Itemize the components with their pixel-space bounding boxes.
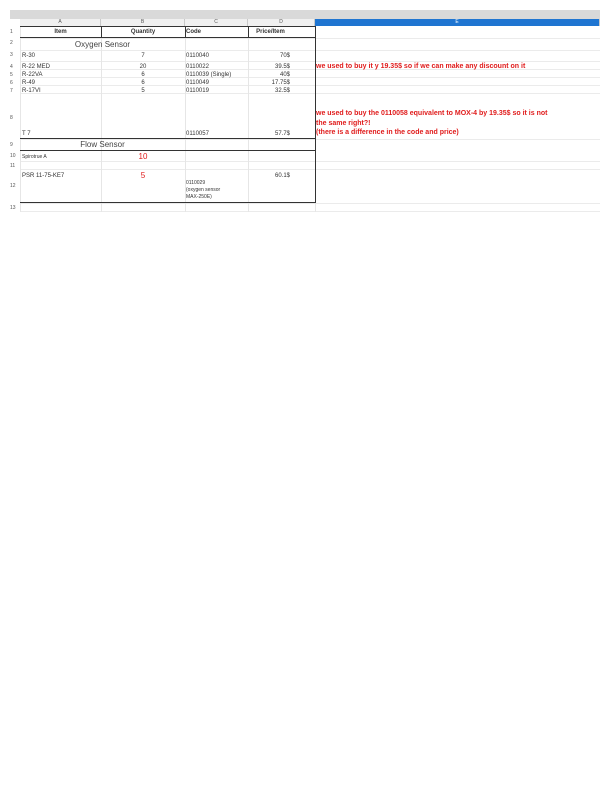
cell-item[interactable]: T 7 bbox=[22, 131, 31, 137]
header-code[interactable]: Code bbox=[186, 29, 201, 35]
cell-price[interactable]: 70$ bbox=[279, 53, 290, 59]
grid-line bbox=[20, 161, 600, 162]
cell-code[interactable]: 0110057 bbox=[186, 131, 209, 137]
cell-price[interactable]: 60.1$ bbox=[274, 173, 290, 179]
grid-line bbox=[248, 26, 249, 212]
row-header[interactable]: 3 bbox=[10, 52, 13, 58]
cell-item[interactable]: PSR 11-75-KE7 bbox=[22, 173, 65, 179]
row-header[interactable]: 4 bbox=[10, 64, 13, 70]
cell-price[interactable]: 32.5$ bbox=[274, 88, 290, 94]
table-border bbox=[20, 150, 315, 151]
cell-code[interactable]: 0110049 bbox=[186, 80, 209, 86]
comment-discount[interactable]: we used to buy it y 19.35$ so if we can make any discount on it bbox=[316, 63, 526, 70]
cell-item[interactable]: R-49 bbox=[22, 80, 36, 86]
row-header[interactable]: 2 bbox=[10, 40, 13, 46]
column-header-d[interactable]: D bbox=[248, 19, 315, 26]
cell-item[interactable]: R-30 bbox=[22, 53, 36, 59]
table-border bbox=[20, 26, 315, 27]
cell-price[interactable]: 57.7$ bbox=[274, 131, 290, 137]
cell-quantity[interactable]: 10 bbox=[138, 152, 148, 161]
section-oxygen-sensor[interactable]: Oxygen Sensor bbox=[74, 40, 131, 49]
cell-item[interactable]: R-17VI bbox=[22, 88, 41, 94]
grid-line bbox=[20, 50, 600, 51]
cell-quantity[interactable]: 5 bbox=[140, 171, 146, 180]
cell-price[interactable]: 40$ bbox=[279, 72, 290, 78]
row-header[interactable]: 6 bbox=[10, 80, 13, 86]
grid-line bbox=[20, 38, 600, 39]
grid-line bbox=[20, 61, 600, 62]
column-header-a[interactable]: A bbox=[20, 19, 101, 26]
row-header[interactable]: 12 bbox=[10, 183, 16, 189]
cell-item[interactable]: R-22VA bbox=[22, 72, 43, 78]
section-flow-sensor[interactable]: Flow Sensor bbox=[80, 140, 125, 149]
grid-line bbox=[20, 211, 600, 212]
column-header-b[interactable]: B bbox=[101, 19, 185, 26]
comment-mox4-line[interactable]: the same right?! bbox=[316, 120, 371, 127]
cell-code[interactable]: 0110039 (Single) bbox=[186, 72, 232, 78]
row-header[interactable]: 1 bbox=[10, 29, 13, 35]
cell-quantity[interactable]: 7 bbox=[141, 53, 145, 59]
row-header[interactable]: 8 bbox=[10, 115, 13, 121]
header-item[interactable]: Item bbox=[54, 29, 67, 35]
header-quantity[interactable]: Quantity bbox=[130, 29, 156, 35]
row-header[interactable]: 10 bbox=[10, 153, 16, 159]
comment-mox4-line[interactable]: (there is a difference in the code and price) bbox=[316, 129, 459, 136]
cell-code[interactable]: 0110019 bbox=[186, 88, 209, 94]
cell-code-line[interactable]: MAX-250E) bbox=[186, 194, 212, 200]
cell-code-line[interactable]: 0110029 bbox=[186, 180, 206, 186]
cell-code-line[interactable]: (oxygen sensor bbox=[186, 187, 221, 193]
row-header[interactable]: 9 bbox=[10, 142, 13, 148]
row-header[interactable]: 11 bbox=[10, 163, 16, 169]
table-border bbox=[20, 202, 315, 203]
column-header-c[interactable]: C bbox=[185, 19, 248, 26]
comment-mox4-line[interactable]: we used to buy the 0110058 equivalent to MOX-4 by 19.35$ so it is not bbox=[316, 110, 548, 117]
cell-quantity[interactable]: 20 bbox=[139, 64, 147, 70]
cell-quantity[interactable]: 5 bbox=[141, 88, 145, 94]
cell-item[interactable]: R-22 MED bbox=[22, 64, 51, 70]
cell-quantity[interactable]: 6 bbox=[141, 72, 145, 78]
grid-line bbox=[20, 203, 600, 204]
cell-price[interactable]: 39.5$ bbox=[274, 64, 290, 70]
grid-line bbox=[20, 169, 600, 170]
cell-price[interactable]: 17.75$ bbox=[271, 80, 290, 86]
header-price[interactable]: Price/Item bbox=[256, 29, 285, 35]
row-header[interactable]: 5 bbox=[10, 72, 13, 78]
cell-code[interactable]: 0110022 bbox=[186, 64, 209, 70]
row-header[interactable]: 7 bbox=[10, 88, 13, 94]
column-header-e[interactable]: E bbox=[315, 19, 600, 26]
table-border bbox=[20, 138, 315, 139]
row-header[interactable]: 13 bbox=[10, 205, 16, 211]
grid-line bbox=[20, 26, 21, 212]
cell-code[interactable]: 0110040 bbox=[186, 53, 209, 59]
cell-item[interactable]: Spirotrue A bbox=[22, 154, 47, 160]
cell-quantity[interactable]: 6 bbox=[141, 80, 145, 86]
column-header-bar bbox=[10, 10, 600, 19]
table-border bbox=[20, 37, 315, 38]
